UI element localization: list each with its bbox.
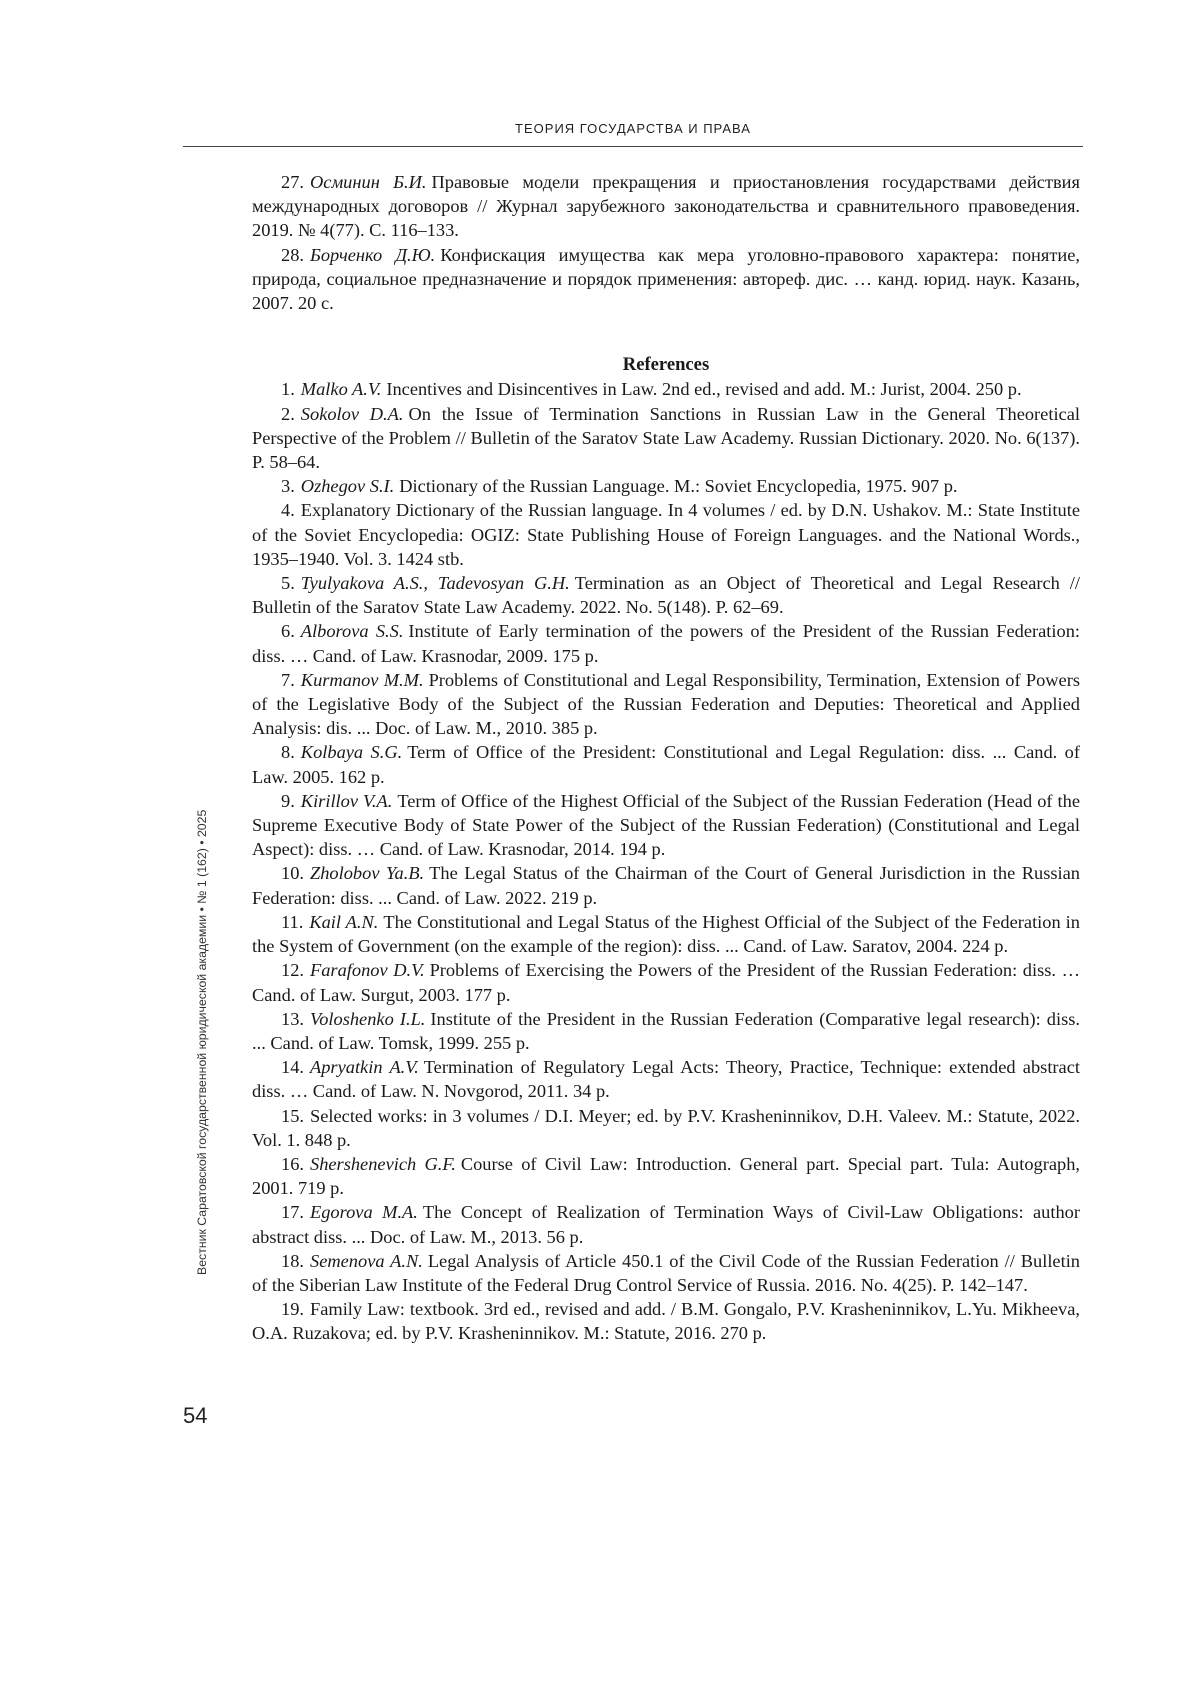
reference-author: Shershenevich G.F. [310, 1154, 456, 1174]
reference-number: 9. [281, 791, 295, 811]
reference-entry [252, 571, 1080, 619]
page-content [252, 170, 1080, 1346]
reference-text: Term of Office of the President: Constitutional and Legal Regulation: diss. ... Cand. of Law. 2005. 162 p. [252, 742, 1080, 786]
reference-author: Kolbaya S.G. [301, 742, 402, 762]
reference-text: The Concept of Realization of Termination Ways of Civil-Law Obligations: author abstract diss. ... Doc. of Law. M., 2013. 56 p. [252, 1202, 1080, 1246]
reference-author: Malko A.V. [301, 379, 382, 399]
reference-number: 11. [281, 912, 303, 932]
reference-number: 1. [281, 379, 295, 399]
reference-text: Конфискация имущества как мера уголовно-правового характера: понятие, природа, социальное предназначение и порядок применения: автореф. дис. … канд. юрид. наук. Казань, 2007. 20 с. [252, 245, 1080, 313]
reference-author: Sokolov D.A. [301, 404, 404, 424]
reference-entry [252, 498, 1080, 571]
reference-text: On the Issue of Termination Sanctions in Russian Law in the General The­oretical Perspective of the Problem // Bulletin of the Saratov State Law Academy. Russian Dictionary. 2020. No. 6(137). P. 58–64. [252, 404, 1080, 472]
reference-entry [252, 1152, 1080, 1200]
reference-entry [252, 377, 1080, 401]
reference-number: 18. [281, 1251, 304, 1271]
journal-sidebar-line: Вестник Саратовской государственной юридической академии • № 1 (162) • 2025 [195, 810, 209, 1275]
reference-number: 10. [281, 863, 304, 883]
reference-entry [252, 1200, 1080, 1248]
reference-author: Kail A.N. [309, 912, 378, 932]
reference-author: Apryatkin A.V. [310, 1057, 419, 1077]
reference-author: Farafonov D.V. [310, 960, 425, 980]
reference-entry [252, 619, 1080, 667]
reference-text: Explanatory Dictionary of the Russian language. In 4 volumes / ed. by D.N. Ushakov. M.: State Institute of the Soviet Encyclopedia: OGIZ: State Publishing House of Foreign Languages. and the National Words., 1935–1940. Vol. 3. 1424 stb. [252, 500, 1080, 568]
reference-entry [252, 402, 1080, 475]
reference-number: 14. [281, 1057, 304, 1077]
reference-author: Ozhegov S.I. [301, 476, 394, 496]
reference-author: Semenova A.N. [310, 1251, 423, 1271]
russian-reference-list [252, 170, 1080, 315]
reference-entry [252, 474, 1080, 498]
reference-author: Борченко Д.Ю. [310, 245, 435, 265]
reference-text: The Legal Status of the Chairman of the Court of General Jurisdiction in the Russian Federation: diss. ... Cand. of Law. 2022. 219 p. [252, 863, 1080, 907]
reference-number: 17. [281, 1202, 304, 1222]
reference-entry [252, 170, 1080, 243]
reference-number: 5. [281, 573, 295, 593]
reference-entry [252, 958, 1080, 1006]
reference-entry [252, 1249, 1080, 1297]
reference-number: 15. [281, 1106, 304, 1126]
reference-entry [252, 1297, 1080, 1345]
reference-text: Institute of the President in the Russian Federation (Comparative legal research): diss. ... Cand. of Law. Tomsk, 1999. 255 p. [252, 1009, 1080, 1053]
reference-number: 13. [281, 1009, 304, 1029]
reference-author: Egorova M.A. [310, 1202, 418, 1222]
reference-text: Incentives and Disincentives in Law. 2nd ed., revised and add. M.: Jurist, 2004. 250 p. [386, 379, 1021, 399]
reference-entry [252, 861, 1080, 909]
reference-text: Правовые модели прекращения и приостановления государствами действия международных договоров // Журнал зарубежного законодательства и срав­нительного правоведения. 2019. № 4(77). С. 116–133. [252, 172, 1080, 240]
reference-entry [252, 1055, 1080, 1103]
reference-author: Voloshenko I.L. [310, 1009, 425, 1029]
reference-entry [252, 910, 1080, 958]
reference-text: Institute of Early termination of the powers of the President of the Russian Federation: diss. … Cand. of Law. Krasnodar, 2009. 175 p. [252, 621, 1080, 665]
reference-text: Problems of Exercising the Powers of the President of the Russian Fed­eration: diss. … Cand. of Law. Surgut, 2003. 177 p. [252, 960, 1080, 1004]
reference-text: Legal Analysis of Article 450.1 of the Civil Code of the Russian Federation // Bulletin of the Siberian Law Institute of the Federal Drug Control Service of Russia. 2016. No. 4(25). P. 142–147. [252, 1251, 1080, 1295]
header-rule [183, 146, 1083, 147]
reference-text: Termination of Regulatory Legal Acts: Theory, Practice, Technique: ex­tended abstract diss. … Cand. of Law. N. Novgorod, 2011. 34 p. [252, 1057, 1080, 1101]
reference-author: Alborova S.S. [301, 621, 404, 641]
reference-number: 2. [281, 404, 295, 424]
reference-number: 12. [281, 960, 304, 980]
page-number: 54 [183, 1403, 207, 1429]
reference-number: 28. [281, 245, 304, 265]
english-reference-list [252, 377, 1080, 1345]
reference-number: 16. [281, 1154, 304, 1174]
reference-author: Осминин Б.И. [310, 172, 426, 192]
reference-entry [252, 243, 1080, 316]
reference-number: 8. [281, 742, 295, 762]
references-heading: References [252, 353, 1080, 377]
reference-text: Course of Civil Law: Introduction. General part. Special part. Tula: Autograph, 2001. 719 p. [252, 1154, 1080, 1198]
reference-text: Term of Office of the Highest Official of the Subject of the Russian Federation (Head of the Supreme Executive Body of State Power of the Subject of the Russian Federation) (Constitutional and Legal Aspect): diss. … Cand. of Law. Krasnodar, 2014. 194 p. [252, 791, 1080, 859]
reference-number: 27. [281, 172, 304, 192]
reference-entry [252, 668, 1080, 741]
reference-author: Tyulyakova A.S., Tadevosyan G.H. [301, 573, 570, 593]
reference-text: Selected works: in 3 volumes / D.I. Meyer; ed. by P.V. Krasheninnikov, D.H. Valeev. M.: Statute, 2022. Vol. 1. 848 p. [252, 1106, 1080, 1150]
reference-text: Family Law: textbook. 3rd ed., revised and add. / B.M. Gongalo, P.V. Krasheninnikov, L.Yu. Mikheeva, O.A. Ruzakova; ed. by P.V. Krasheninnikov. M.: Statute, 2016. 270 p. [252, 1299, 1080, 1343]
reference-text: Problems of Constitutional and Legal Responsibility, Termination, Exten­sion of Powers of the Legislative Body of the Subject of the Russian Federation and Deputies: Theoretical and Applied Analysis: dis. ... Doc. of Law. M., 2010. 385 p. [252, 670, 1080, 738]
reference-number: 4. [281, 500, 295, 520]
reference-number: 7. [281, 670, 295, 690]
reference-author: Kirillov V.A. [301, 791, 393, 811]
reference-number: 19. [281, 1299, 304, 1319]
reference-text: Dictionary of the Russian Language. M.: Soviet Encyclopedia, 1975. 907 p. [399, 476, 957, 496]
reference-text: The Constitutional and Legal Status of the Highest Official of the Subject of the Federation in the System of Government (on the example of the region): diss. ... Cand. of Law. Saratov, 2004. 224 p. [252, 912, 1080, 956]
reference-text: Termination as an Object of Theoretical and Legal Re­search // Bulletin of the Saratov State Law Academy. 2022. No. 5(148). P. 62–69. [252, 573, 1080, 617]
reference-entry [252, 1007, 1080, 1055]
reference-author: Zholobov Ya.B. [310, 863, 424, 883]
reference-entry [252, 789, 1080, 862]
reference-entry [252, 1104, 1080, 1152]
reference-entry [252, 740, 1080, 788]
reference-author: Kurmanov M.M. [301, 670, 424, 690]
running-head-title: ТЕОРИЯ ГОСУДАРСТВА И ПРАВА [183, 121, 1083, 136]
reference-number: 3. [281, 476, 295, 496]
reference-number: 6. [281, 621, 295, 641]
